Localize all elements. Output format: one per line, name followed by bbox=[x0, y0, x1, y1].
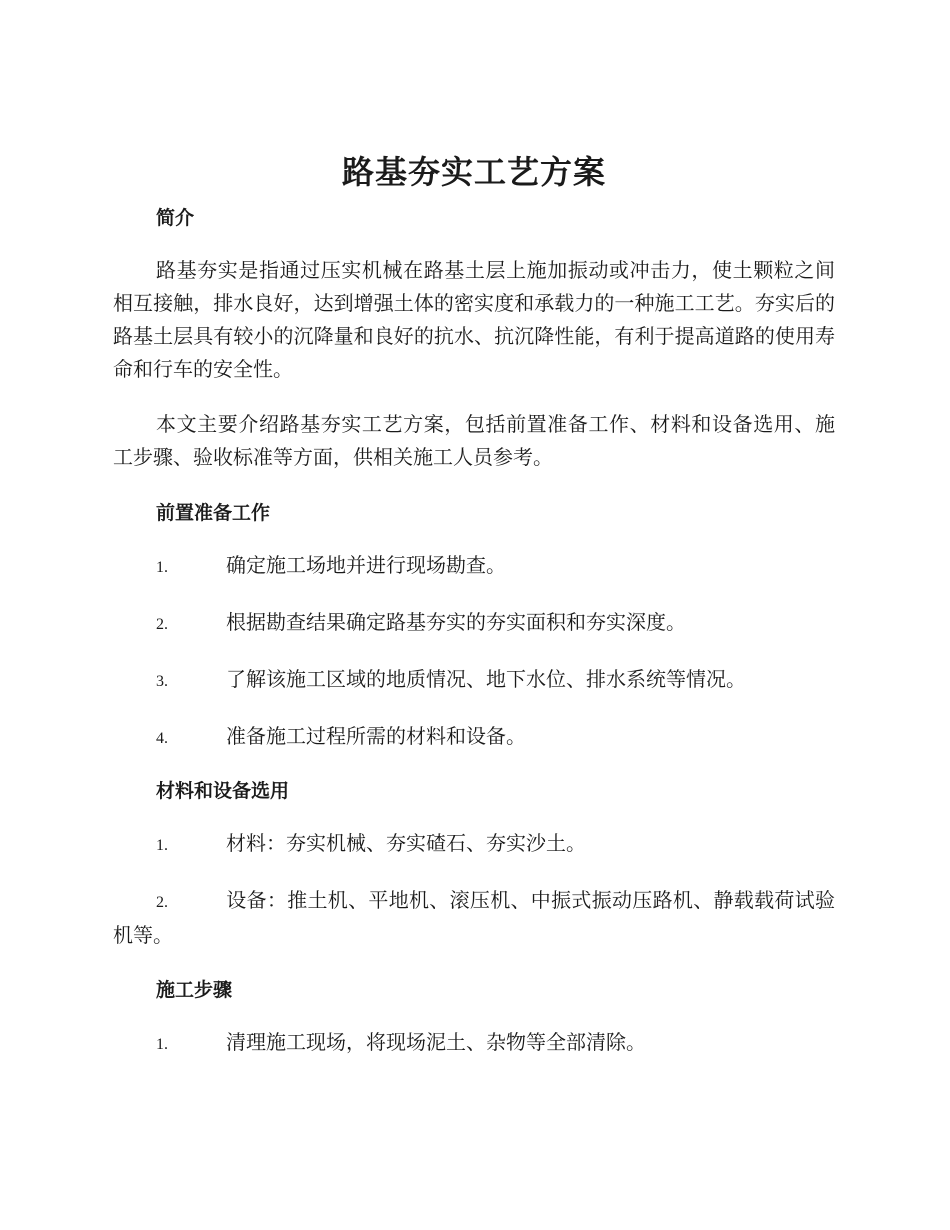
section-heading-steps: 施工步骤 bbox=[156, 979, 233, 1001]
intro-paragraph: 路基夯实是指通过压实机械在路基土层上施加振动或冲击力，使土颗粒之间相互接触，排水良好，达到增强土体的密实度和承载力的一种施工工艺。夯实后的路基土层具有较小的沉降量和良好的抗水、抗沉降性能，有利于提高道路的使用寿命和行车的安全性。 bbox=[113, 258, 835, 381]
list-number: 4. bbox=[156, 730, 168, 747]
list-number: 1. bbox=[156, 559, 168, 576]
list-text: 清理施工现场，将现场泥土、杂物等全部清除。 bbox=[226, 1030, 646, 1054]
list-number: 2. bbox=[156, 894, 168, 911]
list-item bbox=[113, 663, 835, 698]
list-item bbox=[113, 1026, 835, 1061]
list-item bbox=[113, 827, 835, 862]
list-number: 2. bbox=[156, 616, 168, 633]
list-text: 设备：推土机、平地机、滚压机、中振式振动压路机、静载载荷试验机等。 bbox=[113, 888, 835, 947]
intro-paragraph: 本文主要介绍路基夯实工艺方案，包括前置准备工作、材料和设备选用、施工步骤、验收标准等方面，供相关施工人员参考。 bbox=[113, 412, 835, 469]
list-item bbox=[113, 606, 835, 641]
list-item bbox=[113, 720, 835, 755]
list-number: 1. bbox=[156, 837, 168, 854]
list-text: 确定施工场地并进行现场勘查。 bbox=[226, 553, 506, 577]
section-heading-intro: 简介 bbox=[156, 207, 195, 229]
list-text: 准备施工过程所需的材料和设备。 bbox=[226, 724, 526, 748]
list-item bbox=[113, 549, 835, 584]
list-text: 了解该施工区域的地质情况、地下水位、排水系统等情况。 bbox=[226, 667, 746, 691]
list-text: 根据勘查结果确定路基夯实的夯实面积和夯实深度。 bbox=[226, 610, 686, 634]
document-title: 路基夯实工艺方案 bbox=[341, 153, 606, 191]
list-number: 3. bbox=[156, 673, 168, 690]
section-heading-preparation: 前置准备工作 bbox=[156, 502, 271, 524]
list-item bbox=[113, 884, 835, 952]
document-body bbox=[113, 150, 835, 1061]
list-text: 材料：夯实机械、夯实碴石、夯实沙土。 bbox=[226, 831, 586, 855]
section-heading-materials: 材料和设备选用 bbox=[156, 780, 290, 802]
list-number: 1. bbox=[156, 1036, 168, 1053]
